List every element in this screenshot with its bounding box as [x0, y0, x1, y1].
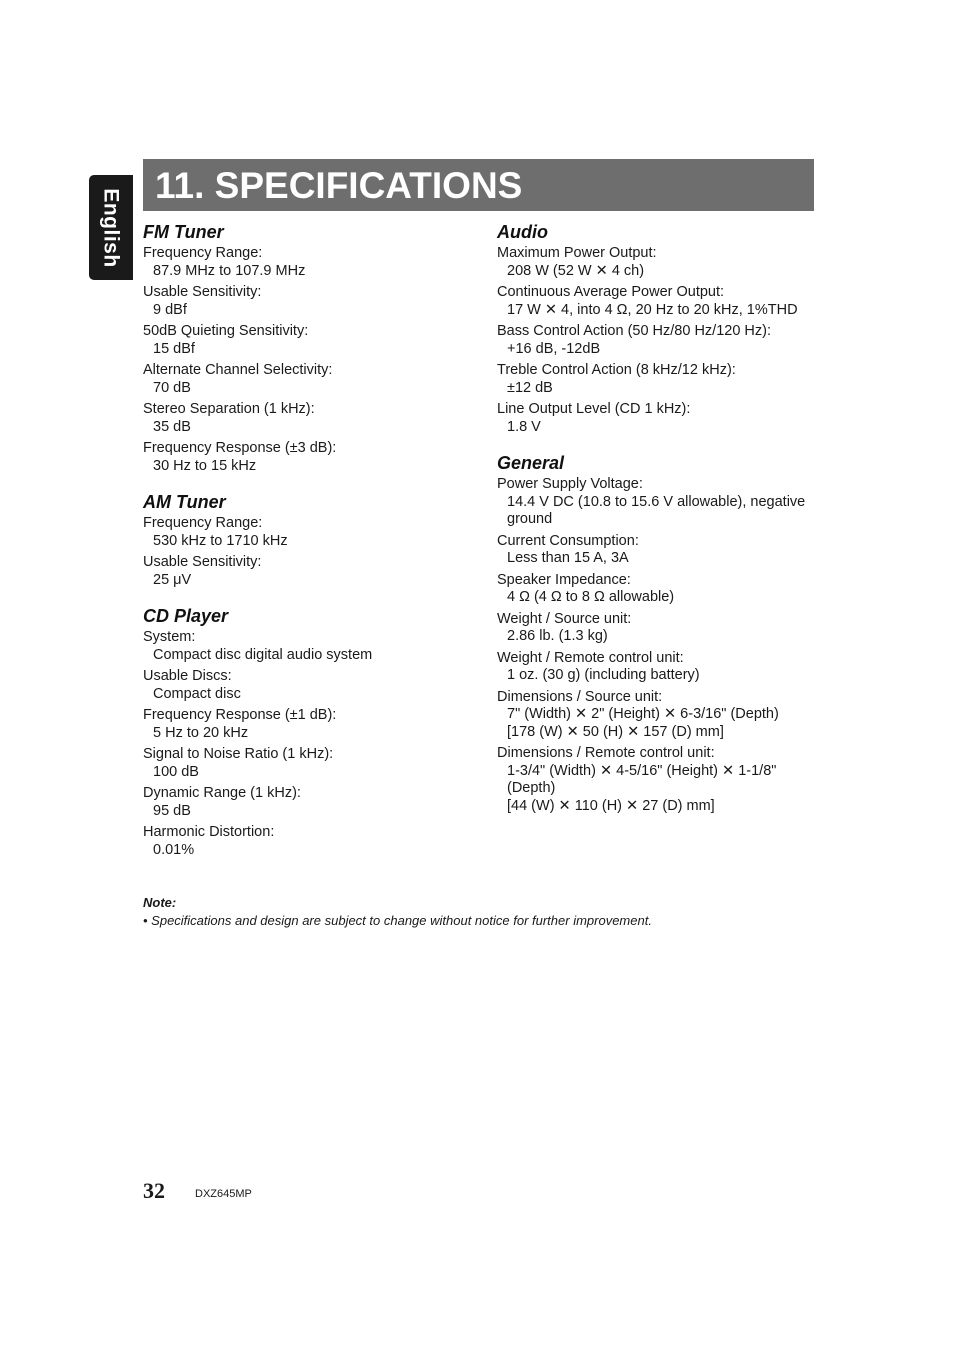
spec-value: 4 Ω (4 Ω to 8 Ω allowable): [507, 589, 675, 605]
spec-item: [143, 362, 483, 397]
language-tab: [89, 175, 133, 280]
spec-value: 1-3/4" (Width) ✕ 4-5/16" (Height) ✕ 1-1/8" (Depth): [507, 762, 777, 796]
spec-value: 14.4 V DC (10.8 to 15.6 V allowable), negative ground: [507, 493, 806, 527]
section-fm-tuner: [143, 219, 483, 475]
spec-item: [143, 824, 483, 859]
spec-value: 0.01%: [153, 841, 195, 858]
spec-item: [143, 785, 483, 820]
spec-value: 30 Hz to 15 kHz: [153, 457, 257, 474]
spec-value: 100 dB: [153, 763, 199, 780]
spec-label: Dimensions / Remote control unit:: [497, 745, 715, 761]
spec-item: [497, 689, 817, 742]
right-column: [497, 219, 817, 829]
spec-label: System:: [143, 629, 196, 645]
spec-item: [497, 745, 817, 815]
section-cd-player: [143, 603, 483, 859]
spec-label: Dynamic Range (1 kHz):: [143, 785, 301, 801]
spec-value: 87.9 MHz to 107.9 MHz: [153, 262, 306, 279]
spec-value: ±12 dB: [507, 379, 553, 396]
spec-item: [497, 476, 817, 529]
section-title: FM Tuner: [143, 222, 224, 242]
spec-label: Frequency Response (±3 dB):: [143, 440, 337, 456]
spec-value: 70 dB: [153, 379, 191, 396]
section-title: Audio: [497, 222, 548, 242]
language-tab-label: English: [100, 187, 123, 268]
spec-item: [143, 323, 483, 358]
spec-value: Compact disc digital audio system: [153, 646, 373, 663]
spec-value: 95 dB: [153, 802, 191, 819]
spec-label: Weight / Remote control unit:: [497, 649, 684, 666]
spec-value: 1.8 V: [507, 418, 541, 435]
page-number: 32: [143, 1178, 165, 1203]
section-title: General: [497, 453, 565, 473]
spec-label: Usable Sensitivity:: [143, 554, 262, 570]
spec-value: 35 dB: [153, 418, 191, 435]
spec-value: 7" (Width) ✕ 2" (Height) ✕ 6-3/16" (Depth): [507, 706, 779, 722]
spec-label: Usable Discs:: [143, 668, 232, 684]
spec-item: [143, 515, 483, 550]
spec-value: Less than 15 A, 3A: [507, 550, 629, 566]
section-title: CD Player: [143, 606, 229, 626]
spec-item: [143, 707, 483, 742]
spec-item: [497, 611, 817, 646]
spec-value: Compact disc: [153, 685, 241, 702]
spec-label: Weight / Source unit:: [497, 610, 632, 627]
spec-value: 9 dBf: [153, 301, 187, 318]
spec-value: 15 dBf: [153, 340, 195, 357]
note-text: • Specifications and design are subject to change without notice for further improvement.: [143, 913, 652, 928]
spec-value: 17 W ✕ 4, into 4 Ω, 20 Hz to 20 kHz, 1%THD: [507, 301, 798, 318]
spec-label: Power Supply Voltage:: [497, 476, 643, 492]
spec-label: Harmonic Distortion:: [143, 824, 275, 840]
spec-label: Current Consumption:: [497, 532, 639, 549]
spec-label: Continuous Average Power Output:: [497, 284, 725, 300]
spec-label: Stereo Separation (1 kHz):: [143, 401, 315, 417]
title-bar: [143, 159, 814, 211]
spec-item: [497, 572, 817, 607]
section-general: [497, 450, 817, 815]
spec-item: [497, 245, 817, 280]
spec-item: [497, 362, 817, 397]
spec-item: [143, 554, 483, 589]
spec-item: [143, 629, 483, 664]
spec-value: 25 μV: [153, 571, 192, 588]
spec-value: 2.86 lb. (1.3 kg): [507, 628, 608, 644]
note: [143, 894, 823, 930]
spec-label: Frequency Range:: [143, 515, 263, 531]
note-heading: Note:: [143, 895, 177, 910]
spec-label: Frequency Range:: [143, 245, 263, 261]
spec-label: Bass Control Action (50 Hz/80 Hz/120 Hz):: [497, 323, 772, 339]
spec-item: [143, 401, 483, 436]
spec-value: +16 dB, -12dB: [507, 340, 601, 357]
spec-item: [143, 668, 483, 703]
spec-label: Frequency Response (±1 dB):: [143, 707, 337, 723]
spec-value: 5 Hz to 20 kHz: [153, 724, 249, 741]
page-title: 11. SPECIFICATIONS: [155, 165, 523, 206]
spec-item: [143, 245, 483, 280]
spec-label: Signal to Noise Ratio (1 kHz):: [143, 746, 334, 762]
left-column: [143, 219, 483, 873]
spec-label: 50dB Quieting Sensitivity:: [143, 323, 309, 339]
spec-value-metric: [178 (W) ✕ 50 (H) ✕ 157 (D) mm]: [507, 723, 724, 740]
spec-label: Dimensions / Source unit:: [497, 688, 663, 705]
spec-item: [497, 650, 817, 685]
section-title: AM Tuner: [143, 492, 226, 512]
spec-value-metric: [44 (W) ✕ 110 (H) ✕ 27 (D) mm]: [507, 797, 715, 814]
spec-item: [497, 533, 817, 568]
section-audio: [497, 219, 817, 436]
spec-item: [143, 440, 483, 475]
spec-label: Maximum Power Output:: [497, 245, 657, 261]
spec-label: Usable Sensitivity:: [143, 284, 262, 300]
spec-label: Speaker Impedance:: [497, 571, 631, 588]
spec-label: Line Output Level (CD 1 kHz):: [497, 401, 691, 417]
spec-item: [497, 401, 817, 436]
spec-label: Alternate Channel Selectivity:: [143, 362, 333, 378]
spec-item: [497, 284, 817, 319]
spec-value: 530 kHz to 1710 kHz: [153, 532, 288, 549]
section-am-tuner: [143, 489, 483, 589]
model-number: DXZ645MP: [195, 1188, 252, 1200]
spec-value: 208 W (52 W ✕ 4 ch): [507, 262, 645, 279]
spec-label: Treble Control Action (8 kHz/12 kHz):: [497, 362, 736, 378]
spec-value: 1 oz. (30 g) (including battery): [507, 667, 700, 683]
spec-item: [497, 323, 817, 358]
spec-item: [143, 746, 483, 781]
spec-item: [143, 284, 483, 319]
